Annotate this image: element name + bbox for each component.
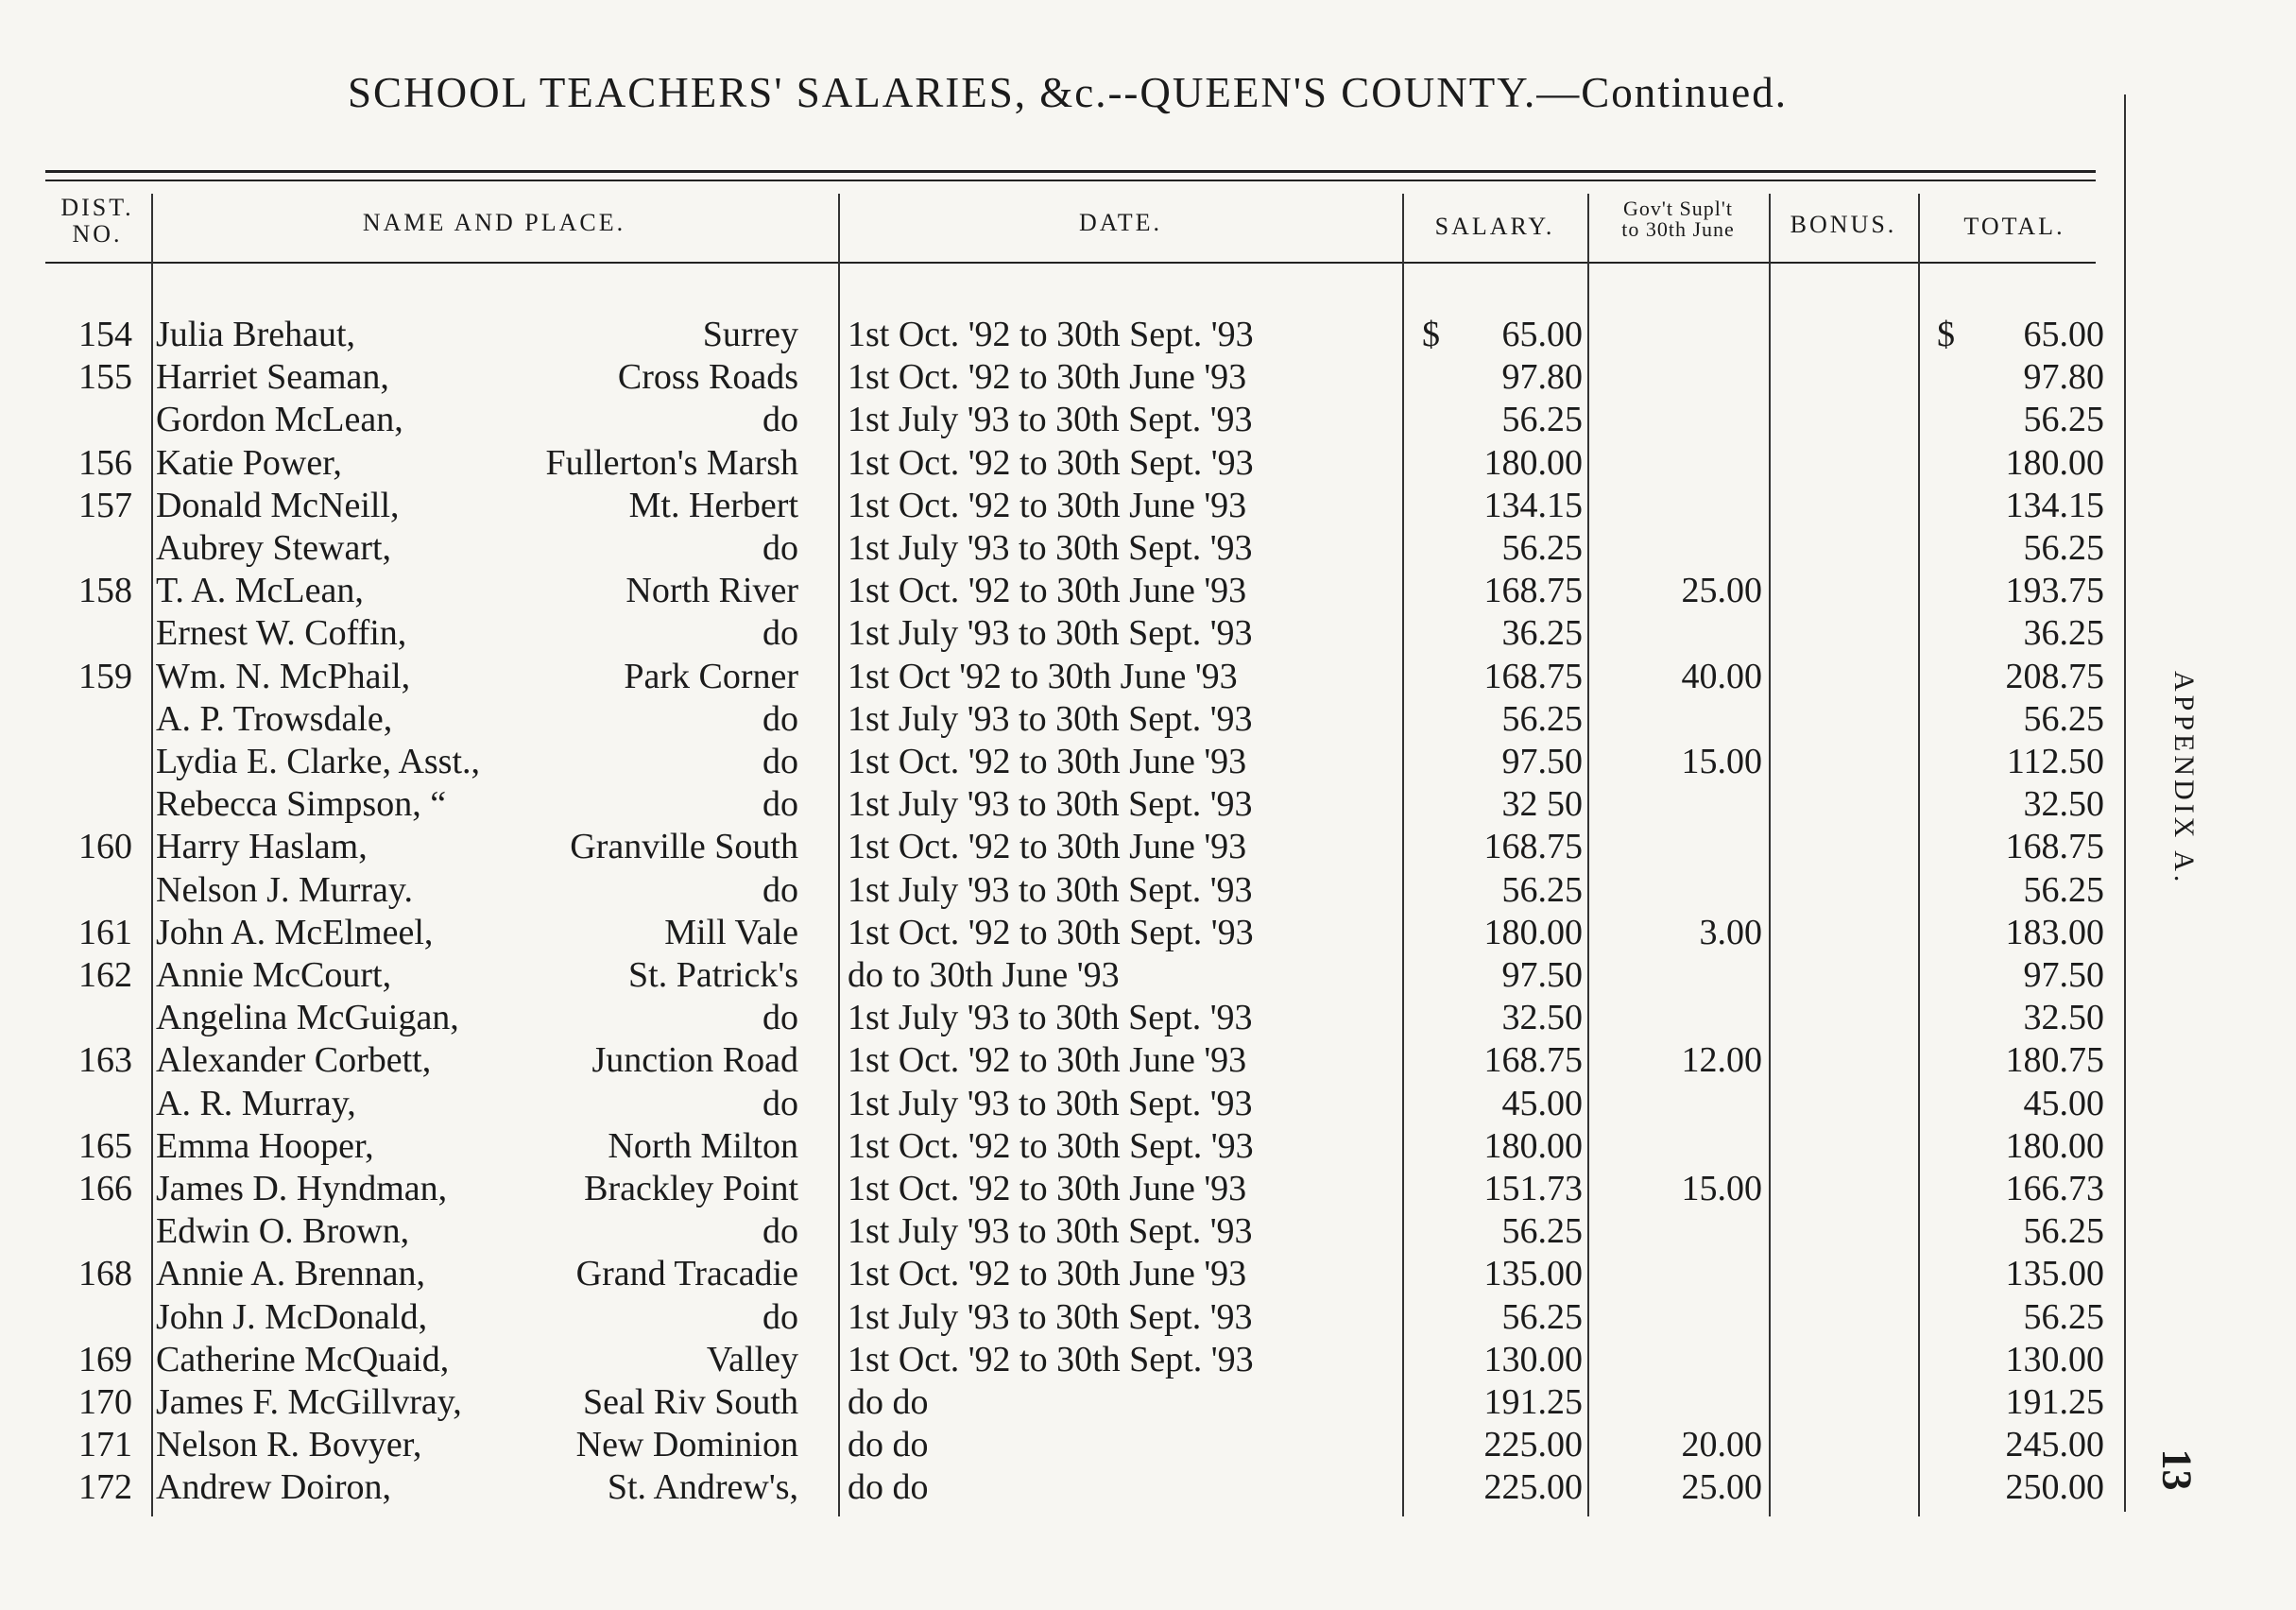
date-cell: 1st Oct. '92 to 30th Sept. '93: [848, 315, 1254, 354]
total-cell: 56.25: [2023, 869, 2104, 910]
teacher-name-cell: James F. McGillvray,: [156, 1382, 462, 1422]
place-cell: North Milton: [608, 1125, 798, 1166]
table-row: [0, 527, 2135, 570]
salary-cell: 168.75: [1483, 1040, 1583, 1081]
govt-supplement-cell: 25.00: [1681, 1467, 1762, 1508]
salary-cell: 180.00: [1483, 1125, 1583, 1166]
dist-no-cell: 166: [78, 1169, 132, 1208]
place-cell: do: [762, 613, 798, 654]
table-row: [0, 442, 2135, 485]
total-cell: 97.80: [2023, 357, 2104, 398]
total-cell: 56.25: [2023, 528, 2104, 568]
total-cell: 130.00: [2005, 1339, 2104, 1379]
table-row: [0, 1296, 2135, 1339]
teacher-name-cell: John J. McDonald,: [156, 1296, 428, 1337]
place-cell: Junction Road: [591, 1040, 798, 1081]
dist-no-cell: 156: [78, 442, 132, 483]
total-cell: 65.00: [2023, 315, 2104, 354]
place-cell: Surrey: [702, 315, 798, 354]
salary-cell: 56.25: [1501, 869, 1583, 910]
dist-no-cell: 171: [78, 1425, 132, 1465]
teacher-name-cell: Gordon McLean,: [156, 400, 403, 440]
place-cell: North River: [625, 571, 798, 611]
header-top-rule: [45, 170, 2096, 173]
teacher-name-cell: Julia Brehaut,: [156, 315, 356, 354]
dist-no-cell: 160: [78, 827, 132, 867]
header-bottom-rule: [45, 262, 2096, 264]
salary-cell: 56.25: [1501, 528, 1583, 568]
salary-cell: 151.73: [1483, 1169, 1583, 1208]
dist-no-cell: 168: [78, 1254, 132, 1294]
salary-cell: 168.75: [1483, 571, 1583, 611]
date-cell: do to 30th June '93: [848, 955, 1120, 995]
total-cell: 180.00: [2005, 442, 2104, 483]
salary-cell: 97.50: [1501, 955, 1583, 995]
govt-supplement-cell: 20.00: [1681, 1425, 1762, 1465]
date-cell: 1st Oct. '92 to 30th June '93: [848, 1169, 1247, 1208]
header-dist-no-line1: DIST.: [60, 194, 134, 221]
total-cell: 166.73: [2005, 1169, 2104, 1208]
place-cell: Park Corner: [624, 656, 798, 696]
teacher-name-cell: Nelson R. Bovyer,: [156, 1425, 422, 1465]
date-cell: 1st July '93 to 30th Sept. '93: [848, 1083, 1253, 1123]
place-cell: Grand Tracadie: [575, 1254, 798, 1294]
table-row: [0, 783, 2135, 826]
place-cell: Mill Vale: [664, 912, 798, 952]
table-row: [0, 314, 2135, 356]
salary-cell: 180.00: [1483, 912, 1583, 952]
teacher-name-cell: Andrew Doiron,: [156, 1467, 392, 1508]
govt-supplement-cell: 40.00: [1681, 656, 1762, 696]
dist-no-cell: 163: [78, 1040, 132, 1081]
salary-cell: 168.75: [1483, 827, 1583, 867]
salary-cell: 56.25: [1501, 1211, 1583, 1252]
table-row: [0, 1125, 2135, 1168]
dist-no-cell: 169: [78, 1339, 132, 1379]
govt-supplement-cell: 25.00: [1681, 571, 1762, 611]
place-cell: do: [762, 742, 798, 781]
place-cell: Mt. Herbert: [628, 485, 798, 525]
teacher-name-cell: Emma Hooper,: [156, 1125, 374, 1166]
teacher-name-cell: Aubrey Stewart,: [156, 528, 392, 568]
place-cell: St. Andrew's,: [607, 1467, 798, 1508]
table-row: [0, 1253, 2135, 1295]
date-cell: 1st July '93 to 30th Sept. '93: [848, 784, 1253, 825]
govt-supplement-cell: 15.00: [1681, 742, 1762, 781]
table-row: [0, 741, 2135, 783]
total-cell: 56.25: [2023, 1211, 2104, 1252]
table-row: [0, 570, 2135, 612]
teacher-name-cell: A. P. Trowsdale,: [156, 698, 393, 739]
header-govt-line2: to 30th June: [1621, 217, 1735, 241]
total-cell: 180.75: [2005, 1040, 2104, 1081]
total-cell: 112.50: [2006, 742, 2104, 781]
date-cell: 1st July '93 to 30th Sept. '93: [848, 869, 1253, 910]
dist-no-cell: 172: [78, 1467, 132, 1508]
salary-cell: 32 50: [1501, 784, 1583, 825]
table-row: [0, 612, 2135, 655]
table-row: [0, 954, 2135, 997]
salary-cell: 134.15: [1483, 485, 1583, 525]
table-row: [0, 1210, 2135, 1253]
place-cell: Brackley Point: [584, 1169, 798, 1208]
salary-cell: 97.80: [1501, 357, 1583, 398]
page-title: SCHOOL TEACHERS' SALARIES, &c.--QUEEN'S COUNTY.—Continued.: [348, 69, 1788, 116]
page-number: 13: [2153, 1448, 2201, 1491]
total-cell: 193.75: [2005, 571, 2104, 611]
salary-cell: 225.00: [1483, 1467, 1583, 1508]
date-cell: 1st Oct. '92 to 30th June '93: [848, 357, 1247, 398]
place-cell: do: [762, 1083, 798, 1123]
table-row: [0, 1168, 2135, 1210]
govt-supplement-cell: 15.00: [1681, 1169, 1762, 1208]
total-cell: 45.00: [2023, 1083, 2104, 1123]
teacher-name-cell: Annie A. Brennan,: [156, 1254, 425, 1294]
place-cell: Cross Roads: [617, 357, 798, 398]
table-row: [0, 1039, 2135, 1082]
total-cell: 56.25: [2023, 400, 2104, 440]
teacher-name-cell: Donald McNeill,: [156, 485, 400, 525]
date-cell: 1st Oct. '92 to 30th June '93: [848, 485, 1247, 525]
teacher-name-cell: A. R. Murray,: [156, 1083, 356, 1123]
header-top-rule-2: [45, 180, 2096, 181]
table-row: [0, 656, 2135, 698]
header-dist-no: [45, 195, 149, 248]
salary-cell: 225.00: [1483, 1425, 1583, 1465]
place-cell: do: [762, 869, 798, 910]
place-cell: do: [762, 400, 798, 440]
teacher-name-cell: Annie McCourt,: [156, 955, 392, 995]
date-cell: 1st July '93 to 30th Sept. '93: [848, 613, 1253, 654]
place-cell: do: [762, 998, 798, 1038]
total-cell: 191.25: [2005, 1382, 2104, 1422]
place-cell: do: [762, 1211, 798, 1252]
date-cell: 1st July '93 to 30th Sept. '93: [848, 698, 1253, 739]
date-cell: 1st July '93 to 30th Sept. '93: [848, 1211, 1253, 1252]
total-cell: 180.00: [2005, 1125, 2104, 1166]
teacher-name-cell: T. A. McLean,: [156, 571, 364, 611]
place-cell: do: [762, 528, 798, 568]
teacher-name-cell: Angelina McGuigan,: [156, 998, 459, 1038]
date-cell: 1st Oct. '92 to 30th Sept. '93: [848, 1339, 1254, 1379]
date-cell: do do: [848, 1467, 929, 1508]
place-cell: do: [762, 784, 798, 825]
date-cell: 1st Oct. '92 to 30th June '93: [848, 742, 1247, 781]
salary-cell: 191.25: [1483, 1382, 1583, 1422]
salary-cell: 45.00: [1501, 1083, 1583, 1123]
table-row: [0, 399, 2135, 441]
salary-cell: 36.25: [1501, 613, 1583, 654]
table-row: [0, 1339, 2135, 1381]
teacher-name-cell: Ernest W. Coffin,: [156, 613, 407, 654]
total-cell: 56.25: [2023, 1296, 2104, 1337]
total-cell: 208.75: [2005, 656, 2104, 696]
teacher-name-cell: Harry Haslam,: [156, 827, 368, 867]
total-cell: 250.00: [2005, 1467, 2104, 1508]
date-cell: 1st July '93 to 30th Sept. '93: [848, 998, 1253, 1038]
total-cell: 168.75: [2005, 827, 2104, 867]
total-cell: 183.00: [2005, 912, 2104, 952]
place-cell: New Dominion: [575, 1425, 798, 1465]
header-dist-no-line2: NO.: [72, 220, 123, 248]
date-cell: 1st Oct '92 to 30th June '93: [848, 656, 1238, 696]
dist-no-cell: 157: [78, 485, 132, 525]
table-row: [0, 869, 2135, 912]
govt-supplement-cell: 12.00: [1681, 1040, 1762, 1081]
table-row: [0, 356, 2135, 399]
dollar-sign: $: [1422, 315, 1440, 354]
date-cell: do do: [848, 1382, 929, 1422]
dist-no-cell: 165: [78, 1125, 132, 1166]
table-row: [0, 997, 2135, 1039]
dist-no-cell: 158: [78, 571, 132, 611]
date-cell: 1st Oct. '92 to 30th June '93: [848, 827, 1247, 867]
date-cell: 1st July '93 to 30th Sept. '93: [848, 400, 1253, 440]
teacher-name-cell: Alexander Corbett,: [156, 1040, 432, 1081]
salary-cell: 168.75: [1483, 656, 1583, 696]
date-cell: do do: [848, 1425, 929, 1465]
total-cell: 36.25: [2023, 613, 2104, 654]
header-bonus: BONUS.: [1790, 211, 1897, 238]
teacher-name-cell: Wm. N. McPhail,: [156, 656, 411, 696]
place-cell: do: [762, 1296, 798, 1337]
teacher-name-cell: Harriet Seaman,: [156, 357, 389, 398]
table-row: [0, 912, 2135, 954]
salary-cell: 97.50: [1501, 742, 1583, 781]
place-cell: Valley: [706, 1339, 798, 1379]
table-row: [0, 1381, 2135, 1424]
teacher-name-cell: Lydia E. Clarke, Asst.,: [156, 742, 481, 781]
total-cell: 56.25: [2023, 698, 2104, 739]
dist-no-cell: 162: [78, 955, 132, 995]
table-row: [0, 485, 2135, 527]
date-cell: 1st Oct. '92 to 30th Sept. '93: [848, 912, 1254, 952]
total-cell: 32.50: [2023, 784, 2104, 825]
teacher-name-cell: Catherine McQuaid,: [156, 1339, 450, 1379]
date-cell: 1st Oct. '92 to 30th Sept. '93: [848, 1125, 1254, 1166]
dist-no-cell: 154: [78, 315, 132, 354]
place-cell: Granville South: [570, 827, 798, 867]
dollar-sign: $: [1937, 315, 1955, 354]
salary-cell: 56.25: [1501, 400, 1583, 440]
date-cell: 1st July '93 to 30th Sept. '93: [848, 1296, 1253, 1337]
teacher-name-cell: Nelson J. Murray.: [156, 869, 413, 910]
total-cell: 32.50: [2023, 998, 2104, 1038]
dist-no-cell: 155: [78, 357, 132, 398]
dist-no-cell: 161: [78, 912, 132, 952]
place-cell: St. Patrick's: [628, 955, 798, 995]
total-cell: 97.50: [2023, 955, 2104, 995]
table-row: [0, 1083, 2135, 1125]
place-cell: do: [762, 698, 798, 739]
appendix-label: APPENDIX A.: [2168, 671, 2200, 886]
salary-cell: 180.00: [1483, 442, 1583, 483]
total-cell: 134.15: [2005, 485, 2104, 525]
header-govt-supplement: [1589, 198, 1767, 240]
salary-cell: 135.00: [1483, 1254, 1583, 1294]
teacher-name-cell: John A. McElmeel,: [156, 912, 434, 952]
header-date: DATE.: [1079, 209, 1162, 236]
salary-cell: 32.50: [1501, 998, 1583, 1038]
dist-no-cell: 170: [78, 1382, 132, 1422]
header-name-place: NAME AND PLACE.: [362, 209, 626, 236]
date-cell: 1st Oct. '92 to 30th June '93: [848, 571, 1247, 611]
salary-cell: 130.00: [1483, 1339, 1583, 1379]
govt-supplement-cell: 3.00: [1699, 912, 1762, 952]
place-cell: Seal Riv South: [582, 1382, 798, 1422]
salary-cell: 56.25: [1501, 698, 1583, 739]
place-cell: Fullerton's Marsh: [545, 442, 798, 483]
header-govt-line1: Gov't Supl't: [1623, 197, 1733, 220]
teacher-name-cell: Katie Power,: [156, 442, 342, 483]
total-cell: 245.00: [2005, 1425, 2104, 1465]
teacher-name-cell: James D. Hyndman,: [156, 1169, 448, 1208]
teacher-name-cell: Rebecca Simpson, “: [156, 784, 447, 825]
salary-cell: 65.00: [1501, 315, 1583, 354]
date-cell: 1st Oct. '92 to 30th June '93: [848, 1040, 1247, 1081]
table-row: [0, 826, 2135, 868]
table-row: [0, 1424, 2135, 1466]
total-cell: 135.00: [2005, 1254, 2104, 1294]
dist-no-cell: 159: [78, 656, 132, 696]
teacher-name-cell: Edwin O. Brown,: [156, 1211, 410, 1252]
date-cell: 1st July '93 to 30th Sept. '93: [848, 528, 1253, 568]
header-total: TOTAL.: [1963, 213, 2065, 240]
date-cell: 1st Oct. '92 to 30th June '93: [848, 1254, 1247, 1294]
table-row: [0, 698, 2135, 741]
table-row: [0, 1466, 2135, 1509]
header-salary: SALARY.: [1434, 213, 1555, 240]
date-cell: 1st Oct. '92 to 30th Sept. '93: [848, 442, 1254, 483]
salary-cell: 56.25: [1501, 1296, 1583, 1337]
